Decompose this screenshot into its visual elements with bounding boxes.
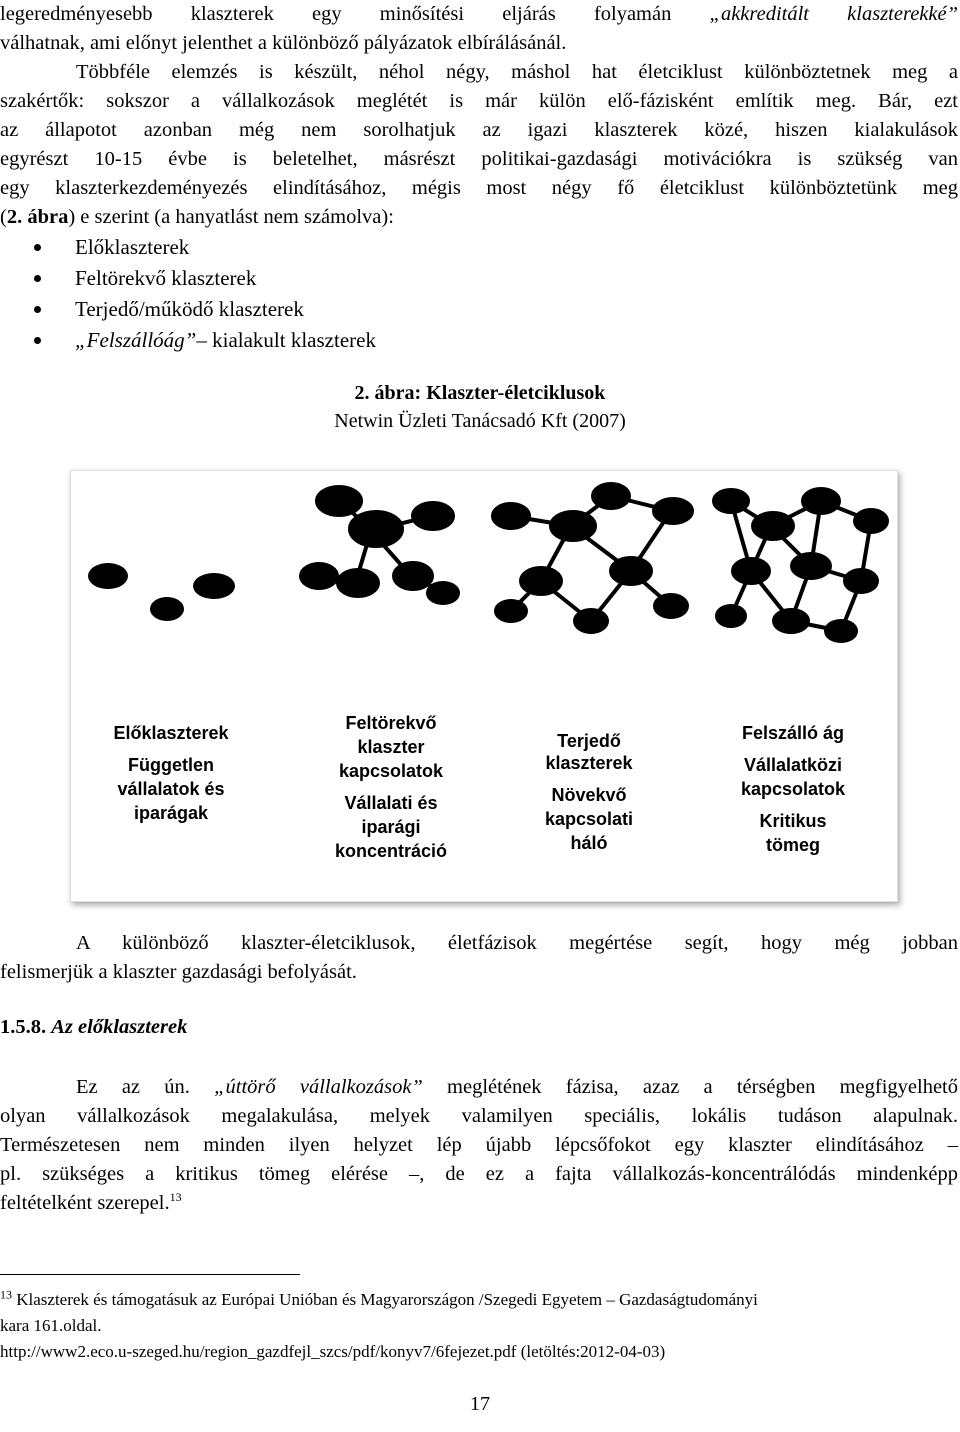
col-3-line: Növekvő: [551, 785, 627, 805]
page-number: 17: [470, 1393, 490, 1415]
figure-graphic: [71, 471, 897, 901]
panel-spreading-graphic: [493, 484, 692, 632]
summary-line-2: felismerjük a klaszter gazdasági befolyását.: [0, 961, 357, 983]
body-line-4: pl. szükséges a kritikus tömeg elérése –, de ez a fajta vállalkozás-koncentrálódás mindenképp: [0, 1163, 958, 1185]
bullet-list: [34, 232, 376, 356]
body-line-1: Ez az ún. „úttörő vállalkozások” meglétének fázisa, azaz a térségben megfigyelhető: [76, 1076, 958, 1098]
body-line-5: feltételként szerepel.$^{13}$: [0, 1190, 182, 1214]
col-2-line: kapcsolatok: [338, 761, 444, 781]
list-item: Terjedő/működő klaszterek: [34, 294, 376, 325]
column-takeoff: [741, 723, 846, 855]
panel-takeoff-graphic: [714, 489, 887, 641]
summary-paragraph: [0, 929, 958, 987]
intro-line-5: az állapotot azonban még nem sorolhatjuk az igazi klaszterek közé, hiszen kialakulások: [0, 119, 958, 141]
footnote-url[interactable]: http://www2.eco.u-szeged.hu/region_gazdfejl_szcs/pdf/konyv7/6fejezet.pdf (letöltés:2012-04-03): [0, 1342, 666, 1361]
bullet-icon: [34, 244, 41, 251]
intro-paragraph: [0, 0, 958, 232]
cluster-lifecycle-figure: [70, 470, 898, 902]
footnote-line-2: kara 161.oldal.: [0, 1316, 102, 1335]
column-emerging: [335, 713, 447, 861]
list-item: „Felszállóág” – kialakult klaszterek: [34, 325, 376, 356]
col-2-line: Vállalati és: [344, 793, 438, 813]
bullet-icon: [34, 306, 41, 313]
column-spreading: [545, 731, 634, 853]
col-2-line: klaszter: [357, 737, 425, 757]
list-item: Feltörekvő klaszterek: [34, 263, 376, 294]
col-3-line: háló: [570, 833, 608, 853]
col-2-line: Feltörekvő: [345, 713, 437, 733]
col-1-line: iparágak: [133, 803, 209, 823]
col-1-title: Előklaszterek: [113, 723, 229, 743]
footnote-mark: 13: [0, 1287, 12, 1302]
footnote-divider: [0, 1274, 300, 1275]
column-preclusters: [113, 723, 229, 823]
footnote-line-1: $^{13}$ Klaszterek és támogatásuk az Európai Unióban és Magyarországon /Szegedi Egyetem – Gazdaságtudományi: [0, 1287, 758, 1309]
list-item: Előklaszterek: [34, 232, 376, 263]
figure-source: Netwin Üzleti Tanácsadó Kft (2007): [334, 410, 626, 432]
body-paragraph: [0, 1073, 958, 1218]
col-1-line: vállalatok és: [117, 779, 225, 799]
col-1-line: Független: [128, 755, 214, 775]
panel-preclusters-graphic: [88, 563, 235, 621]
col-2-line: iparági: [361, 817, 421, 837]
intro-line-1: legeredményesebb klaszterek egy minősítési eljárás folyamán „akkreditált klaszterekké”: [0, 3, 958, 25]
summary-line-1: A különböző klaszter-életciklusok, életfázisok megértése segít, hogy még jobban: [76, 932, 958, 954]
col-4-line: Felszálló ág: [741, 723, 845, 743]
col-3-line: Terjedő: [557, 731, 621, 751]
intro-line-4: szakértők: sokszor a vállalkozások meglétét is már külön elő-fázisként említik meg. Bár, ezt: [0, 90, 958, 112]
panel-emerging-graphic: [301, 487, 458, 603]
col-3-line: kapcsolati: [544, 809, 634, 829]
col-4-line: tömeg: [766, 835, 820, 855]
body-line-3: Természetesen nem minden ilyen helyzet lép újabb lépcsőfokot egy klaszter elindításához –: [0, 1134, 958, 1156]
col-2-line: koncentráció: [334, 841, 448, 861]
figure-title: 2. ábra: Klaszter-életciklusok: [354, 382, 606, 404]
col-4-line: Vállalatközi: [743, 755, 843, 775]
col-4-line: Kritikus: [759, 811, 827, 831]
section-heading: 1.5.8. Az előklaszterek: [0, 1016, 188, 1038]
bullet-icon: [34, 275, 41, 282]
intro-line-6: egyrészt 10-15 évbe is beletelhet, másrészt politikai-gazdasági motivációkra is szükség van: [0, 148, 958, 170]
footnote-ref[interactable]: 13: [169, 1190, 182, 1205]
intro-line-3: Többféle elemzés is készült, néhol négy, máshol hat életciklust különböztetnek meg a: [76, 61, 958, 83]
col-3-line: klaszterek: [545, 753, 633, 773]
intro-line-8: (2. ábra) e szerint (a hanyatlást nem számolva):: [0, 206, 394, 228]
intro-line-2: válhatnak, ami előnyt jelenthet a különböző pályázatok elbírálásánál.: [0, 32, 567, 54]
col-4-line: kapcsolatok: [740, 779, 846, 799]
body-line-2: olyan vállalkozások megalakulása, melyek valamilyen speciális, lokális tudáson alapulnak.: [0, 1105, 958, 1127]
intro-line-7: egy klaszterkezdeményezés elindításához, mégis most négy fő életciklust különböztetünk meg: [0, 177, 958, 199]
bullet-icon: [34, 337, 41, 344]
